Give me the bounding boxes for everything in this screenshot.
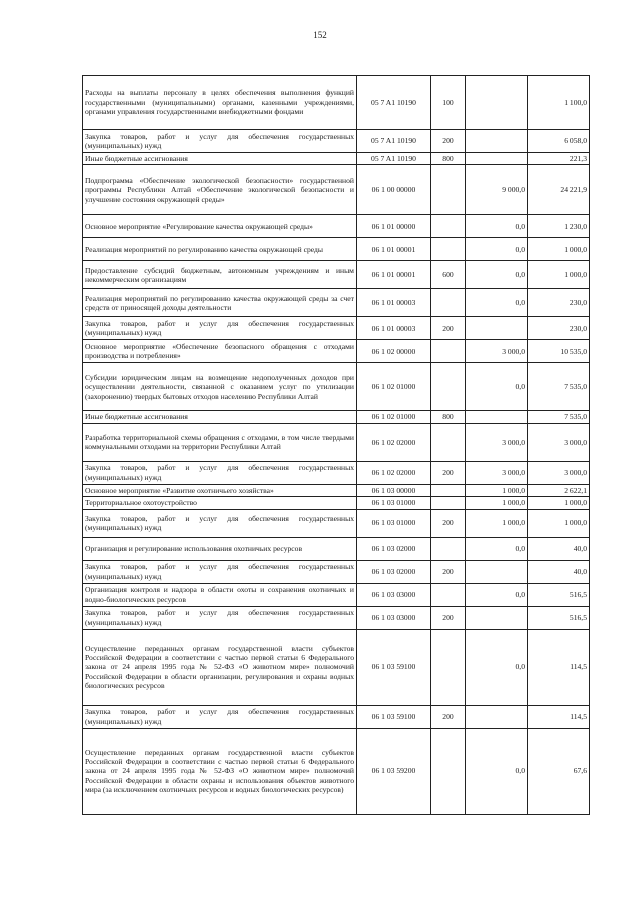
row-code-cell: 06 1 03 01000 [357, 509, 431, 537]
row-amount-1-cell: 9 000,0 [466, 165, 528, 215]
row-amount-1-cell [466, 317, 528, 340]
row-amount-2-cell: 2 622,1 [528, 484, 590, 496]
row-name-cell: Закупка товаров, работ и услуг для обеспечения государственных (муниципальных) нужд [83, 130, 357, 153]
row-amount-1-cell: 3 000,0 [466, 423, 528, 461]
table-row [83, 606, 590, 629]
row-expense-type-cell: 200 [431, 130, 466, 153]
table-row [83, 130, 590, 153]
table-row [83, 289, 590, 317]
budget-table [82, 75, 590, 815]
table-row [83, 340, 590, 363]
row-code-cell: 06 1 03 03000 [357, 583, 431, 606]
row-expense-type-cell [431, 728, 466, 814]
row-code-cell: 06 1 03 00000 [357, 484, 431, 496]
row-code-cell: 06 1 03 02000 [357, 537, 431, 560]
page-number: 152 [313, 30, 327, 40]
row-amount-1-cell: 0,0 [466, 629, 528, 705]
row-code-cell: 06 1 03 59200 [357, 728, 431, 814]
row-name-cell: Осуществление переданных органам государственной власти субъектов Российской Федерации в соответствии с частью первой статьи 6 Федерального закона от 24 апреля 1995 года № 52-ФЗ «О животном мире» полномочий Российской Федерации в области организации, регулирования и охраны водных биологических ресурсов [83, 629, 357, 705]
row-name-cell: Закупка товаров, работ и услуг для обеспечения государственных (муниципальных) нужд [83, 509, 357, 537]
row-name-cell: Основное мероприятие «Развитие охотничьего хозяйства» [83, 484, 357, 496]
row-name-cell: Иные бюджетные ассигнования [83, 411, 357, 423]
row-expense-type-cell [431, 340, 466, 363]
row-amount-1-cell: 3 000,0 [466, 461, 528, 484]
row-amount-1-cell: 0,0 [466, 289, 528, 317]
row-amount-1-cell [466, 130, 528, 153]
row-name-cell: Иные бюджетные ассигнования [83, 153, 357, 165]
row-expense-type-cell: 200 [431, 461, 466, 484]
row-amount-1-cell: 0,0 [466, 363, 528, 411]
row-code-cell: 06 1 03 59100 [357, 629, 431, 705]
table-row [83, 317, 590, 340]
table-row [83, 411, 590, 423]
table-row [83, 484, 590, 496]
row-amount-2-cell: 1 100,0 [528, 76, 590, 130]
row-amount-1-cell [466, 606, 528, 629]
row-amount-1-cell: 0,0 [466, 215, 528, 238]
row-code-cell: 06 1 02 01000 [357, 411, 431, 423]
row-amount-1-cell: 1 000,0 [466, 497, 528, 509]
row-amount-1-cell: 0,0 [466, 583, 528, 606]
row-amount-2-cell: 10 535,0 [528, 340, 590, 363]
row-expense-type-cell [431, 363, 466, 411]
row-amount-1-cell [466, 76, 528, 130]
row-amount-1-cell: 3 000,0 [466, 340, 528, 363]
table-row [83, 537, 590, 560]
row-expense-type-cell: 100 [431, 76, 466, 130]
table-row [83, 76, 590, 130]
row-code-cell: 06 1 02 01000 [357, 363, 431, 411]
table-row [83, 583, 590, 606]
row-name-cell: Организация и регулирование использования охотничьих ресурсов [83, 537, 357, 560]
row-name-cell: Реализация мероприятий по регулированию качества окружающей среды за счет средств от приносящей доходы деятельности [83, 289, 357, 317]
table-row [83, 363, 590, 411]
row-amount-2-cell: 7 535,0 [528, 363, 590, 411]
row-name-cell: Территориальное охотоустройство [83, 497, 357, 509]
row-amount-2-cell: 1 000,0 [528, 497, 590, 509]
row-amount-2-cell: 221,3 [528, 153, 590, 165]
row-amount-2-cell: 3 000,0 [528, 423, 590, 461]
row-code-cell: 06 1 02 02000 [357, 423, 431, 461]
table-row [83, 423, 590, 461]
table-row [83, 165, 590, 215]
row-amount-2-cell: 114,5 [528, 629, 590, 705]
row-name-cell: Основное мероприятие «Обеспечение безопасного обращения с отходами производства и потребления» [83, 340, 357, 363]
row-name-cell: Субсидии юридическим лицам на возмещение недополученных доходов при осуществлении деятельности, связанной с оказанием услуг по утилизации (захоронению) твердых бытовых отходов населению Республики Алтай [83, 363, 357, 411]
row-name-cell: Подпрограмма «Обеспечение экологической безопасности» государственной программы Республики Алтай «Обеспечение экологической безопасности и улучшение состояния окружающей среды» [83, 165, 357, 215]
row-code-cell: 05 7 A1 10190 [357, 153, 431, 165]
row-expense-type-cell [431, 583, 466, 606]
table-row [83, 238, 590, 261]
row-name-cell: Закупка товаров, работ и услуг для обеспечения государственных (муниципальных) нужд [83, 560, 357, 583]
row-expense-type-cell: 200 [431, 560, 466, 583]
row-expense-type-cell [431, 165, 466, 215]
table-row [83, 728, 590, 814]
row-code-cell: 06 1 02 00000 [357, 340, 431, 363]
row-code-cell: 06 1 03 59100 [357, 705, 431, 728]
row-code-cell: 06 1 01 00001 [357, 238, 431, 261]
row-amount-2-cell: 3 000,0 [528, 461, 590, 484]
row-amount-1-cell: 0,0 [466, 728, 528, 814]
row-amount-1-cell [466, 705, 528, 728]
row-expense-type-cell: 600 [431, 261, 466, 289]
row-name-cell: Предоставление субсидий бюджетным, автономным учреждениям и иным некоммерческим организациям [83, 261, 357, 289]
budget-table-body [83, 76, 590, 815]
row-expense-type-cell: 200 [431, 606, 466, 629]
row-amount-1-cell [466, 411, 528, 423]
row-amount-2-cell: 40,0 [528, 537, 590, 560]
row-expense-type-cell: 200 [431, 705, 466, 728]
row-expense-type-cell [431, 497, 466, 509]
row-name-cell: Организация контроля и надзора в области охоты и сохранения охотничьих и водно-биологических ресурсов [83, 583, 357, 606]
row-expense-type-cell: 200 [431, 317, 466, 340]
row-expense-type-cell [431, 484, 466, 496]
row-amount-1-cell: 1 000,0 [466, 484, 528, 496]
row-code-cell: 06 1 03 03000 [357, 606, 431, 629]
row-name-cell: Осуществление переданных органам государственной власти субъектов Российской Федерации в соответствии с частью первой статьи 6 Федерального закона от 24 апреля 1995 года № 52-ФЗ «О животном мире» полномочий Российской Федерации в области охраны и использования объектов животного мира (за исключением охотничьих ресурсов и водных биологических ресурсов) [83, 728, 357, 814]
row-code-cell: 06 1 03 01000 [357, 497, 431, 509]
row-amount-2-cell: 40,0 [528, 560, 590, 583]
table-row [83, 705, 590, 728]
row-code-cell: 05 7 A1 10190 [357, 76, 431, 130]
row-code-cell: 06 1 01 00001 [357, 261, 431, 289]
row-amount-2-cell: 1 230,0 [528, 215, 590, 238]
row-amount-2-cell: 1 000,0 [528, 261, 590, 289]
row-name-cell: Расходы на выплаты персоналу в целях обеспечения выполнения функций государственными (муниципальными) органами, казенными учреждениями, органами управления государственными внебюджетными фондами [83, 76, 357, 130]
row-amount-2-cell: 516,5 [528, 606, 590, 629]
row-amount-2-cell: 67,6 [528, 728, 590, 814]
row-code-cell: 05 7 A1 10190 [357, 130, 431, 153]
row-amount-2-cell: 230,0 [528, 317, 590, 340]
row-expense-type-cell: 800 [431, 411, 466, 423]
row-code-cell: 06 1 00 00000 [357, 165, 431, 215]
row-expense-type-cell: 200 [431, 509, 466, 537]
row-expense-type-cell [431, 629, 466, 705]
row-expense-type-cell [431, 238, 466, 261]
row-name-cell: Реализация мероприятий по регулированию качества окружающей среды [83, 238, 357, 261]
row-name-cell: Закупка товаров, работ и услуг для обеспечения государственных (муниципальных) нужд [83, 317, 357, 340]
row-expense-type-cell [431, 215, 466, 238]
row-name-cell: Разработка территориальной схемы обращения с отходами, в том числе твердыми коммунальными отходами на территории Республики Алтай [83, 423, 357, 461]
table-row [83, 497, 590, 509]
table-row [83, 560, 590, 583]
table-row [83, 153, 590, 165]
row-code-cell: 06 1 02 02000 [357, 461, 431, 484]
row-expense-type-cell [431, 423, 466, 461]
row-name-cell: Закупка товаров, работ и услуг для обеспечения государственных (муниципальных) нужд [83, 461, 357, 484]
row-amount-1-cell: 0,0 [466, 537, 528, 560]
row-amount-2-cell: 516,5 [528, 583, 590, 606]
row-name-cell: Основное мероприятие «Регулирование качества окружающей среды» [83, 215, 357, 238]
table-row [83, 215, 590, 238]
row-name-cell: Закупка товаров, работ и услуг для обеспечения государственных (муниципальных) нужд [83, 606, 357, 629]
row-amount-2-cell: 24 221,9 [528, 165, 590, 215]
row-amount-1-cell: 1 000,0 [466, 509, 528, 537]
row-name-cell: Закупка товаров, работ и услуг для обеспечения государственных (муниципальных) нужд [83, 705, 357, 728]
row-expense-type-cell [431, 537, 466, 560]
row-code-cell: 06 1 01 00003 [357, 289, 431, 317]
table-row [83, 509, 590, 537]
table-row [83, 261, 590, 289]
row-amount-1-cell [466, 153, 528, 165]
row-code-cell: 06 1 01 00003 [357, 317, 431, 340]
row-amount-2-cell: 1 000,0 [528, 509, 590, 537]
row-amount-1-cell [466, 560, 528, 583]
row-amount-2-cell: 230,0 [528, 289, 590, 317]
row-amount-2-cell: 114,5 [528, 705, 590, 728]
row-amount-2-cell: 1 000,0 [528, 238, 590, 261]
row-amount-1-cell: 0,0 [466, 238, 528, 261]
row-expense-type-cell: 800 [431, 153, 466, 165]
table-row [83, 629, 590, 705]
row-amount-2-cell: 7 535,0 [528, 411, 590, 423]
table-row [83, 461, 590, 484]
row-expense-type-cell [431, 289, 466, 317]
row-code-cell: 06 1 01 00000 [357, 215, 431, 238]
row-code-cell: 06 1 03 02000 [357, 560, 431, 583]
row-amount-1-cell: 0,0 [466, 261, 528, 289]
row-amount-2-cell: 6 058,0 [528, 130, 590, 153]
